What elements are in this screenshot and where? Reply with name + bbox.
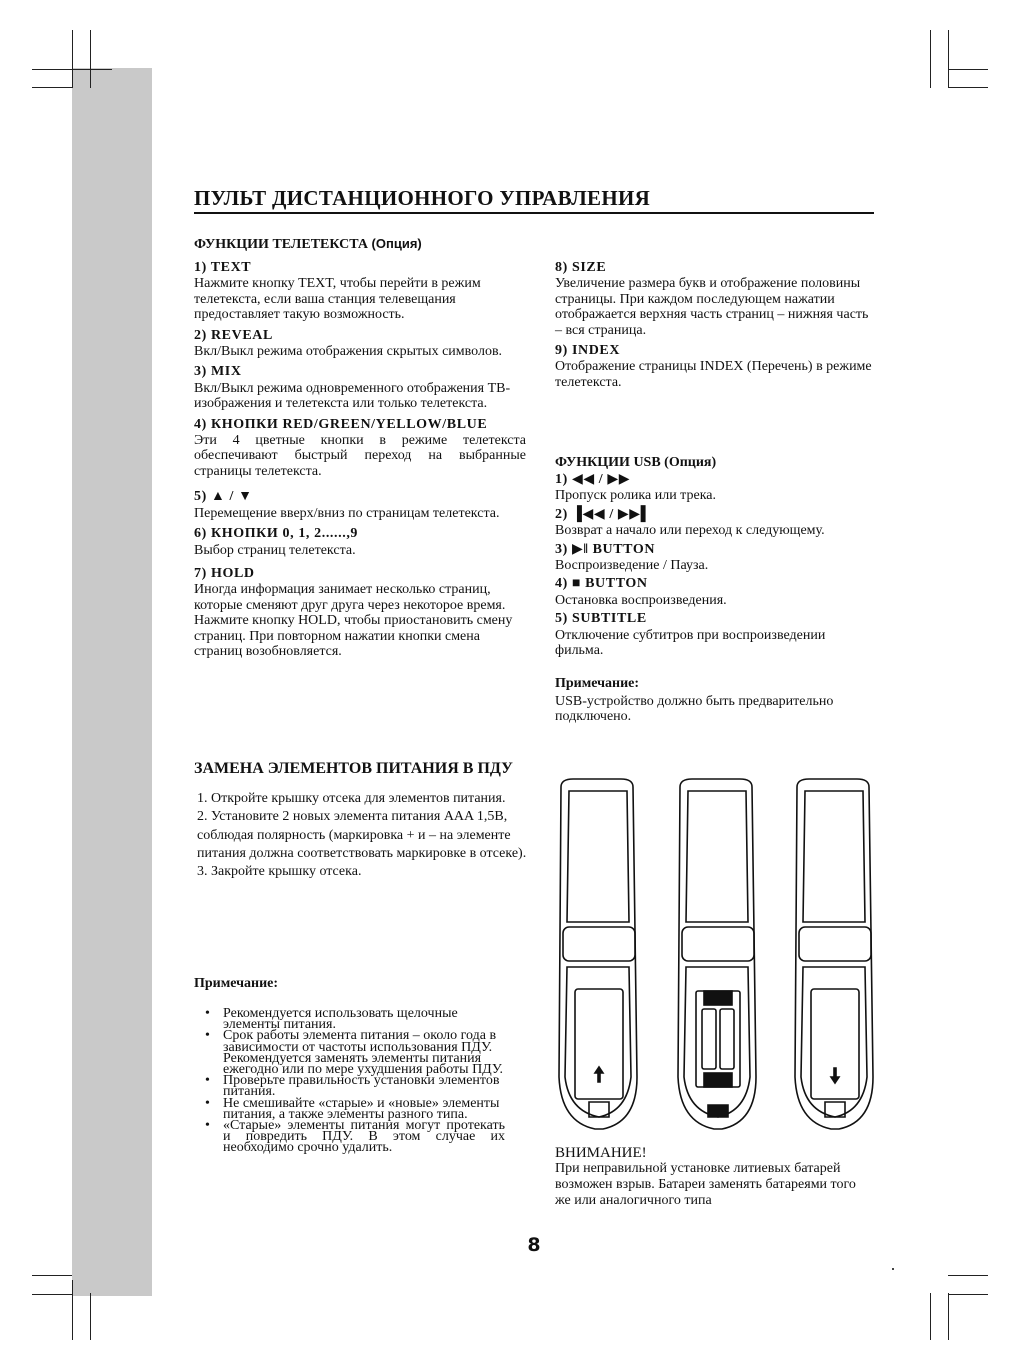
item-body: Отключение субтитров при воспроизведении фильма. [555, 627, 826, 659]
usb-item-play-pause [555, 542, 877, 574]
item-body: Эти 4 цветные кнопки в режиме телетекста обеспечивают быстрый переход на выбранные страницы телетекста. [194, 433, 526, 479]
item-body: Воспроизведение / Пауза. [555, 558, 709, 574]
item-heading: 4) ■ BUTTON [555, 576, 648, 592]
page-title: ПУЛЬТ ДИСТАНЦИОННОГО УПРАВЛЕНИЯ [194, 186, 651, 210]
item-body: Нажмите кнопку TEXT, чтобы перейти в режим телетекста, если ваша станция телевещания предоставляет такую возможность. [194, 276, 481, 323]
list-item: • Проверьте правильность установки элементов питания. [205, 1075, 505, 1097]
item-body: Вкл/Выкл режима отображения скрытых символов. [194, 344, 503, 360]
teletext-item-mix [194, 364, 526, 411]
title-rule [194, 212, 874, 214]
teletext-heading [194, 236, 422, 253]
item-body: Остановка воспроизведения. [555, 592, 727, 608]
list-item: • Срок работы элемента питания – около года в зависимости от частоты использования ПДУ. Рекомендуется заменять элементы питания ежегодно или по мере ухудшения работы ПДУ. [205, 1030, 505, 1075]
gray-margin-strip [72, 68, 152, 1296]
item-heading: 1) TEXT [194, 260, 252, 275]
item-body: Иногда информация занимает несколько страниц, которые сменяют друг друга через некоторое время. Нажмите кнопку HOLD, чтобы приостановить смену страниц. При повторном нажатии кнопки смена страниц возобновляется. [194, 582, 513, 659]
teletext-item-size [555, 260, 877, 338]
battery-steps [197, 790, 532, 881]
teletext-item-hold [194, 566, 526, 659]
battery-note-heading: Примечание: [194, 976, 279, 991]
item-heading: 1) ◀◀ / ▶▶ [555, 472, 631, 487]
teletext-heading-text: ФУНКЦИИ ТЕЛЕТЕКСТА [194, 237, 369, 252]
remote-open-cover [559, 779, 637, 1129]
battery-step: 3. Закройте крышку отсека. [197, 864, 362, 880]
usb-item-skip [555, 472, 877, 504]
teletext-item-up-down [194, 489, 526, 521]
usb-heading: ФУНКЦИИ USB (Опция) [555, 455, 717, 470]
warning-heading: ВНИМАНИЕ! [555, 1145, 647, 1161]
usb-note-body: USB-устройство должно быть предварительно подключено. [555, 693, 834, 725]
item-body: Пропуск ролика или трека. [555, 488, 716, 504]
usb-column [555, 472, 877, 725]
battery-step: 1. Откройте крышку отсека для элементов питания. [197, 791, 506, 806]
battery-notes-list [205, 1008, 505, 1154]
teletext-item-index [555, 343, 877, 390]
item-heading: 3) ▶ǁ BUTTON [555, 541, 656, 557]
usb-note-heading: Примечание: [555, 676, 640, 692]
list-item: • Не смешивайте «старые» и «новые» элементы питания, а также элементы разного типа. [205, 1098, 505, 1120]
usb-item-prev-next [555, 507, 877, 539]
item-body: Отображение страницы INDEX (Перечень) в режиме телетекста. [555, 359, 872, 390]
teletext-item-reveal [194, 328, 526, 360]
item-heading: 5) ▲ / ▼ [194, 489, 253, 505]
teletext-heading-option: (Опция) [371, 236, 422, 251]
page-number: 8 [527, 1234, 541, 1256]
item-body: Увеличение размера букв и отображение половины страницы. При каждом последующем нажатии отображается верхняя часть страниц – нижняя часть – вся страница. [555, 276, 869, 338]
battery-heading: ЗАМЕНА ЭЛЕМЕНТОВ ПИТАНИЯ В ПДУ [194, 760, 513, 777]
item-heading: 2) REVEAL [194, 327, 273, 343]
list-item: • Рекомендуется использовать щелочные элементы питания. [205, 1008, 505, 1030]
warning-block [555, 1145, 875, 1209]
item-heading: 8) SIZE [555, 260, 607, 275]
usb-item-subtitle [555, 611, 877, 658]
item-heading: 3) MIX [194, 364, 242, 380]
item-body: Выбор страниц телетекста. [194, 542, 356, 558]
teletext-item-color-keys [194, 417, 526, 480]
item-heading: 4) КНОПКИ RED/GREEN/YELLOW/BLUE [194, 416, 488, 432]
teletext-right-column [555, 260, 877, 395]
item-heading: 2) ▐◀◀ / ▶▶▌ [555, 506, 652, 522]
remote-battery-illustration [553, 777, 875, 1139]
item-heading: 9) INDEX [555, 343, 621, 359]
teletext-item-digit-keys [194, 526, 526, 558]
warning-body: При неправильной установке литиевых батарей возможен взрыв. Батареи заменять батареями того же или аналогичного типа [555, 1161, 856, 1208]
item-body: Возврат а начало или переход к следующему. [555, 523, 825, 539]
item-heading: 5) SUBTITLE [555, 611, 647, 627]
item-body: Вкл/Выкл режима одновременного отображения ТВ-изображения и телетекста или только телетекста. [194, 380, 511, 412]
remote-closed-cover [795, 779, 873, 1129]
teletext-item-text [194, 260, 526, 323]
usb-note [555, 676, 877, 724]
item-body: Перемещение вверх/вниз по страницам телетекста. [194, 505, 500, 521]
battery-step: 2. Установите 2 новых элемента питания AAA 1,5B, соблюдая полярность (маркировка + и – на элементе питания должна соответствовать маркировке в отсеке). [197, 809, 527, 861]
item-heading: 6) КНОПКИ 0, 1, 2......,9 [194, 526, 359, 542]
remote-batteries-inserted [678, 779, 756, 1129]
item-heading: 7) HOLD [194, 565, 255, 581]
list-item: • «Старые» элементы питания могут протекать и повредить ПДУ. В этом случае их необходимо срочно удалить. [205, 1120, 505, 1154]
teletext-left-column [194, 260, 526, 664]
stray-dot [892, 1268, 894, 1270]
usb-item-stop [555, 576, 877, 608]
